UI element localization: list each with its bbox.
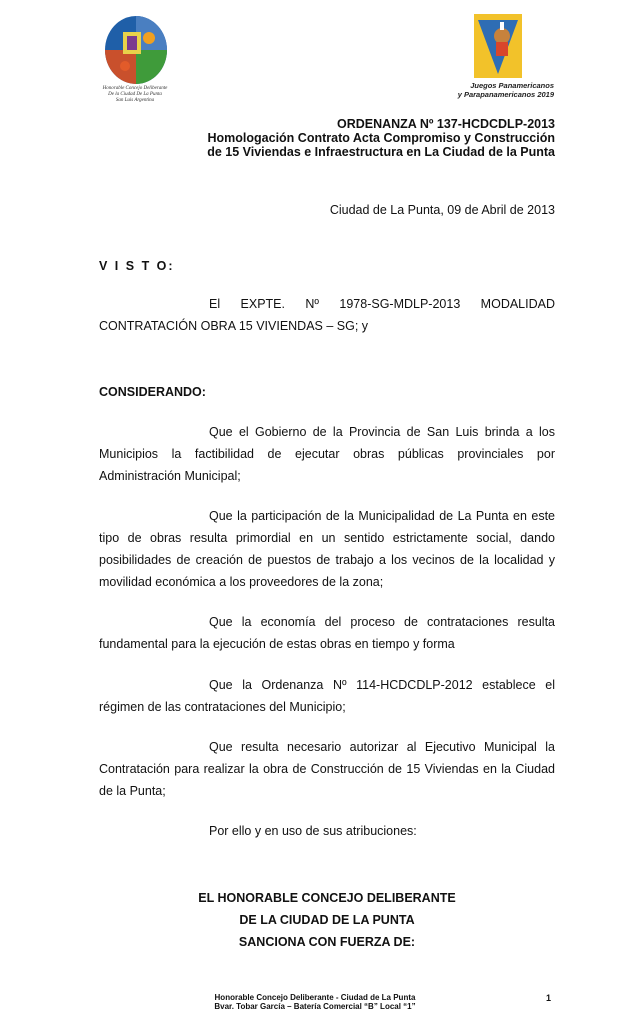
considerando-heading: CONSIDERANDO: (99, 385, 206, 399)
visto-line: CONTRATACIÓN OBRA 15 VIVIENDAS – SG; y (99, 319, 369, 333)
paragraph-text: Por ello y en uso de sus atribuciones: (209, 824, 417, 838)
paragraph-text: régimen de las contrataciones del Municipio; (99, 700, 346, 714)
paragraph-text: Que la participación de la Municipalidad de La Punta en este (209, 509, 555, 523)
page-footer (180, 993, 450, 1011)
pan-american-games-logo (474, 14, 522, 78)
caption-line: Honorable Concejo Deliberante (102, 86, 168, 91)
caption-line: San Luis Argentina (115, 98, 155, 103)
visto-heading: V I S T O: (99, 259, 175, 273)
page-number: 1 (546, 993, 552, 1003)
visto-line: El EXPTE. Nº 1978-SG-MDLP-2013 MODALIDAD (209, 297, 555, 311)
considerando-paragraph (99, 736, 555, 802)
sanction-block (99, 887, 555, 953)
caption-line: y Parapanamericanos 2019 (457, 90, 554, 99)
paragraph-text: Que la Ordenanza Nº 114-HCDCDLP-2012 establece el (209, 678, 555, 692)
paragraph-line (99, 611, 555, 633)
caption-line: Juegos Panamericanos (470, 81, 554, 90)
footer-line: Bvar. Tobar García – Batería Comercial “B” Local “1” (214, 1002, 416, 1011)
considerando-paragraph (99, 820, 555, 842)
paragraph-text: Municipios la factibilidad de ejecutar obras públicas provinciales por Administración Municipal; (99, 447, 555, 483)
paragraph-line (99, 674, 555, 696)
ordinance-header (200, 117, 555, 159)
considerando-paragraph (99, 611, 555, 655)
paragraph-line (99, 293, 555, 315)
paragraph-text: Que resulta necesario autorizar al Ejecutivo Municipal la (209, 740, 555, 754)
document-date: Ciudad de La Punta, 09 de Abril de 2013 (329, 203, 555, 217)
paragraph-line (99, 505, 555, 527)
paragraph-text: Contratación para realizar la obra de Construcción de 15 Viviendas en la Ciudad de la Punta; (99, 762, 555, 798)
paragraph-text: fundamental para la ejecución de estas obras en tiempo y forma (99, 637, 455, 651)
considerando-paragraph (99, 674, 555, 718)
paragraph-line (99, 421, 555, 443)
ordinance-subject-line: de 15 Viviendas e Infraestructura en La Ciudad de la Punta (207, 145, 555, 159)
caption-line: De la Ciudad De La Punta (108, 92, 162, 97)
paragraph-text: Que el Gobierno de la Provincia de San Luis brinda a los (209, 425, 555, 439)
considerando-paragraph (99, 505, 555, 593)
council-logo-caption (90, 86, 180, 104)
council-logo (103, 14, 169, 86)
ordinance-number: ORDENANZA Nº 137-HCDCDLP-2013 (336, 117, 555, 131)
footer-line: Honorable Concejo Deliberante - Ciudad de La Punta (214, 993, 416, 1002)
sanction-line: EL HONORABLE CONCEJO DELIBERANTE (198, 891, 456, 905)
sanction-line: DE LA CIUDAD DE LA PUNTA (239, 913, 415, 927)
ordinance-subject-line: Homologación Contrato Acta Compromiso y Construcción (207, 131, 555, 145)
paragraph-text: tipo de obras resulta primordial en un sentido estrictamente social, dando posibilidades de creación de puestos de trabajo a los vecinos de la localidad y movilidad económica a los proveedores de la zona; (99, 531, 555, 589)
sanction-line: SANCIONA CON FUERZA DE: (238, 935, 416, 949)
visto-paragraph (99, 293, 555, 337)
pan-american-games-caption (430, 81, 554, 99)
paragraph-text: Que la economía del proceso de contrataciones resulta (209, 615, 555, 629)
paragraph-line (99, 736, 555, 758)
considerando-paragraph (99, 421, 555, 487)
